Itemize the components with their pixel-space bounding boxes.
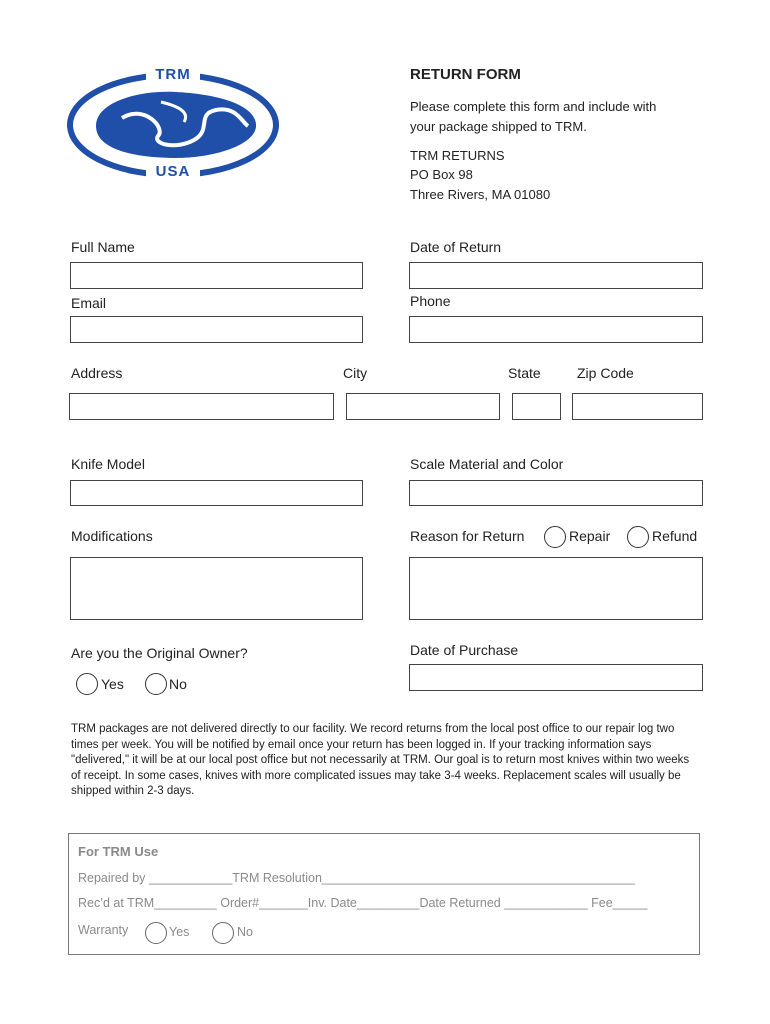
date-of-return-input[interactable] (409, 262, 703, 289)
refund-radio[interactable] (627, 526, 649, 548)
original-owner-label: Are you the Original Owner? (71, 645, 248, 661)
modifications-textarea[interactable] (70, 557, 363, 620)
owner-no-label: No (169, 676, 187, 692)
modifications-label: Modifications (71, 528, 153, 544)
return-address-line1: TRM RETURNS (410, 148, 505, 163)
trm-use-line2: Rec’d at TRM_________ Order#_______Inv. Date_________Date Returned ____________ Fee_____ (78, 896, 648, 910)
zip-code-label: Zip Code (577, 365, 634, 381)
address-input[interactable] (69, 393, 334, 420)
phone-input[interactable] (409, 316, 703, 343)
reason-textarea[interactable] (409, 557, 703, 620)
return-address-line2: PO Box 98 (410, 167, 473, 182)
city-input[interactable] (346, 393, 500, 420)
knife-model-label: Knife Model (71, 456, 145, 472)
warranty-no-radio[interactable] (212, 922, 234, 944)
instructions-line2: your package shipped to TRM. (410, 119, 587, 134)
date-of-return-label: Date of Return (410, 239, 502, 255)
email-input[interactable] (70, 316, 363, 343)
warranty-yes-radio[interactable] (145, 922, 167, 944)
owner-yes-radio[interactable] (76, 673, 98, 695)
repair-radio[interactable] (544, 526, 566, 548)
logo-top-text: TRM (155, 66, 191, 83)
address-label: Address (71, 365, 123, 381)
refund-label: Refund (652, 528, 698, 544)
phone-label: Phone (410, 293, 451, 309)
trm-use-line1: Repaired by ____________TRM Resolution_____________________________________________ (78, 871, 635, 885)
scale-material-label: Scale Material and Color (410, 456, 564, 472)
knife-model-input[interactable] (70, 480, 363, 506)
reason-for-return-label: Reason for Return (410, 528, 525, 544)
return-address-line3: Three Rivers, MA 01080 (410, 187, 551, 202)
zip-code-input[interactable] (572, 393, 703, 420)
full-name-input[interactable] (70, 262, 363, 289)
logo-bottom-text: USA (155, 163, 191, 180)
trm-logo (66, 66, 280, 184)
owner-no-radio[interactable] (145, 673, 167, 695)
state-input[interactable] (512, 393, 561, 420)
trm-use-box (68, 833, 700, 955)
full-name-label: Full Name (71, 239, 135, 255)
trm-use-heading: For TRM Use (78, 844, 159, 859)
owner-yes-label: Yes (101, 676, 124, 692)
repair-label: Repair (569, 528, 611, 544)
warranty-no-label: No (237, 925, 253, 939)
shipping-notice: TRM packages are not delivered directly to our facility. We record returns from the local post office to our repair log two times per week. You will be notified by email once your return has been logged in. If your tracking information says "delivered," it will be at our local post office but not necessarily at TRM. Our goal is to return most knives within two weeks of receipt. In some cases, knives with more complicated issues may take 3-4 weeks. Replacement scales will usually be shipped within 2-3 days. (71, 723, 690, 797)
city-label: City (343, 365, 368, 381)
warranty-yes-label: Yes (169, 925, 190, 939)
scale-material-input[interactable] (409, 480, 703, 506)
date-of-purchase-label: Date of Purchase (410, 642, 519, 658)
instructions-line1: Please complete this form and include with (410, 99, 657, 114)
form-title: RETURN FORM (410, 66, 521, 83)
email-label: Email (71, 295, 107, 311)
state-label: State (508, 365, 541, 381)
warranty-label: Warranty (78, 923, 129, 937)
date-of-purchase-input[interactable] (409, 664, 703, 691)
